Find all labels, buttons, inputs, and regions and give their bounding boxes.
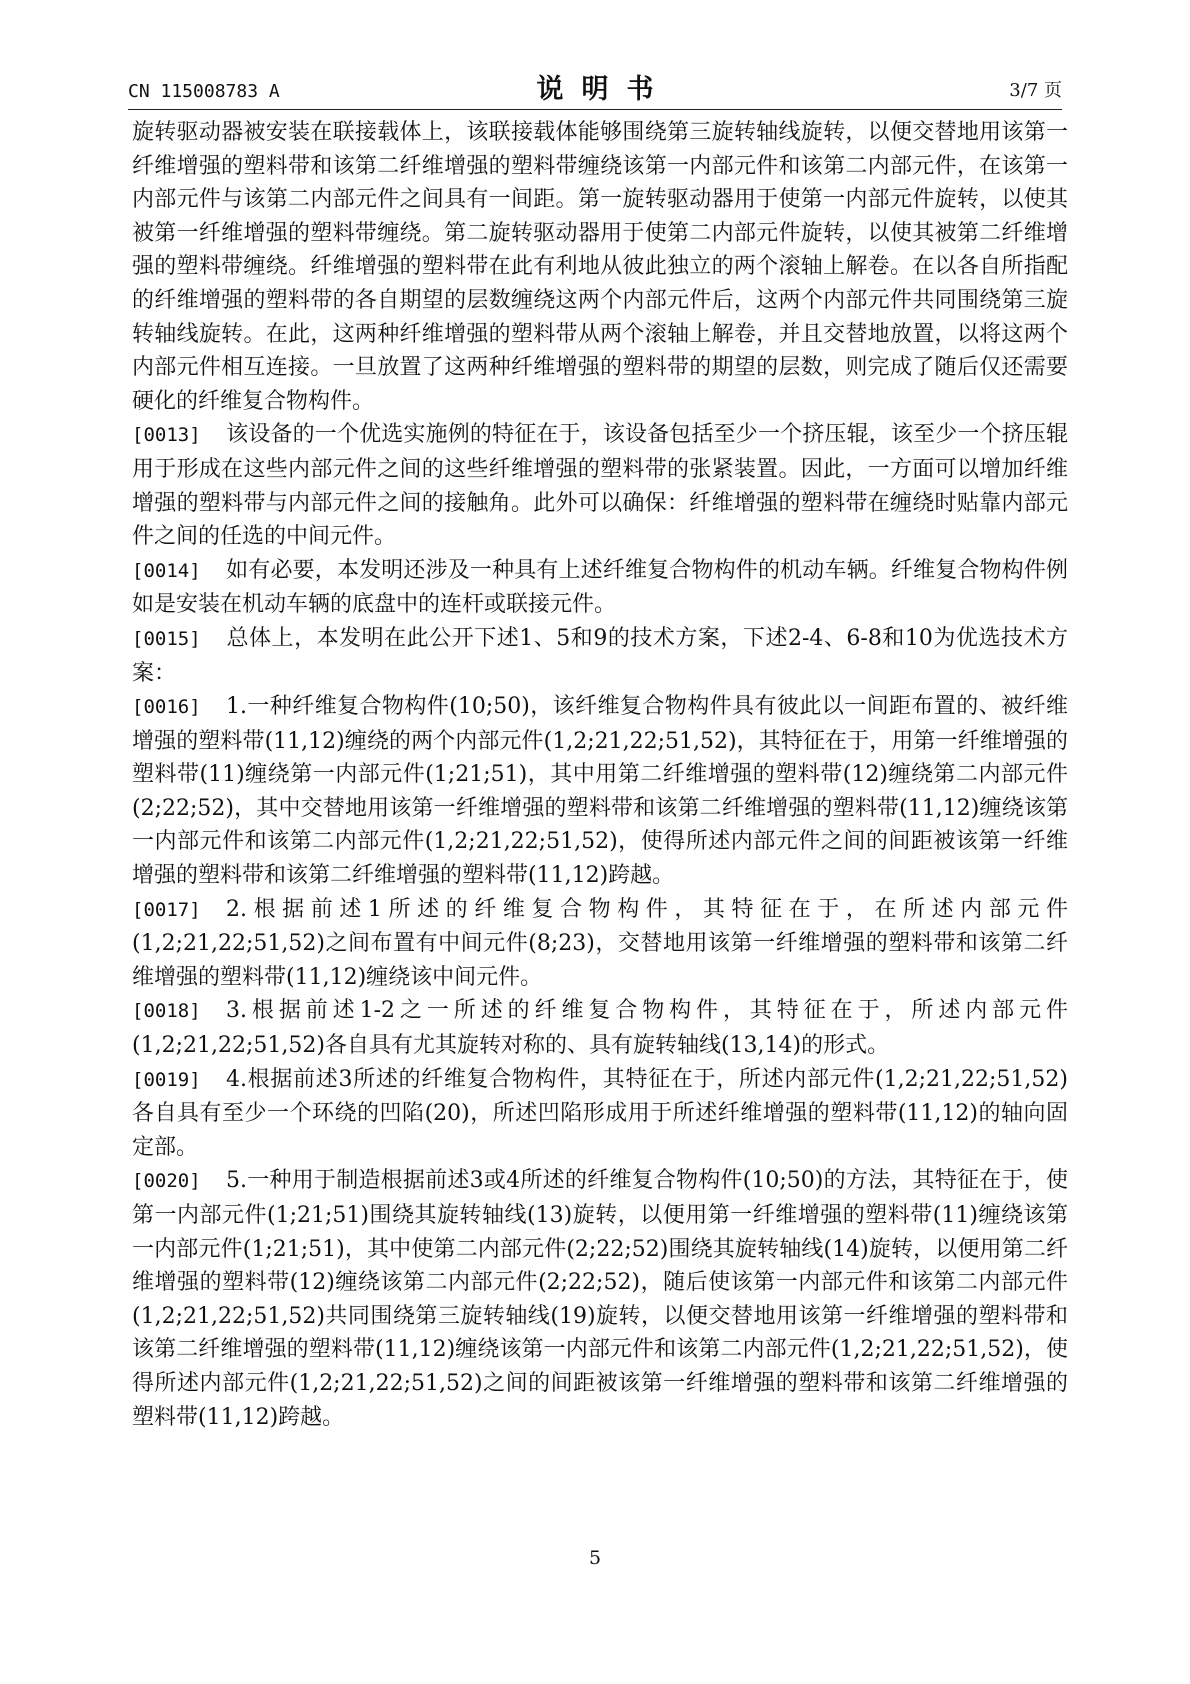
- paragraph-number: [0020]: [132, 1170, 201, 1193]
- paragraph-text: 5.一种用于制造根据前述3或4所述的纤维复合物构件(10;50)的方法，其特征在于，使第一内部元件(1;21;51)围绕其旋转轴线(13)旋转，以便用第一纤维增强的塑料带(11)缠绕该第一内部元件(1;21;51)，其中使第二内部元件(2;22;52)围绕其旋转轴线(14)旋转，以便用第二纤维增强的塑料带(12)缠绕该第二内部元件(2;22;52)，随后使该第一内部元件和该第二内部元件(1,2;21,22;51,52)共同围绕第三旋转轴线(19)旋转，以便交替地用该第一纤维增强的塑料带和该第二纤维增强的塑料带(11,12)缠绕该第一内部元件和该第二内部元件(1,2;21,22;51,52)，使得所述内部元件(1,2;21,22;51,52)之间的间距被该第一纤维增强的塑料带和该第二纤维增强的塑料带(11,12)跨越。: [132, 1168, 1068, 1430]
- paragraph-number: [0018]: [132, 1000, 201, 1023]
- paragraph-text: 4.根据前述3所述的纤维复合物构件，其特征在于，所述内部元件(1,2;21,22;51,52)各自具有至少一个环绕的凹陷(20)，所述凹陷形成用于所述纤维增强的塑料带(11,12)的轴向固定部。: [132, 1066, 1068, 1160]
- paragraph-number: [0019]: [132, 1068, 201, 1091]
- paragraph-0018: [132, 994, 1068, 1062]
- paragraph-0019: [132, 1063, 1068, 1165]
- paragraph-text: 总体上，本发明在此公开下述1、5和9的技术方案，下述2-4、6-8和10为优选技术方案：: [132, 625, 1068, 686]
- paragraph-text: 该设备的一个优选实施例的特征在于，该设备包括至少一个挤压辊，该至少一个挤压辊用于形成在这些内部元件之间的这些纤维增强的塑料带的张紧装置。因此，一方面可以增加纤维增强的塑料带与内部元件之间的接触角。此外可以确保：纤维增强的塑料带在缠绕时贴靠内部元件之间的任选的中间元件。: [132, 422, 1068, 550]
- paragraph-number: [0015]: [132, 627, 201, 650]
- paragraph-0015: [132, 622, 1068, 690]
- paragraph-0016: [132, 690, 1068, 893]
- document-title: 说明书: [536, 74, 672, 105]
- paragraph-number: [0016]: [132, 696, 201, 719]
- paragraph-text: 旋转驱动器被安装在联接载体上，该联接载体能够围绕第三旋转轴线旋转，以便交替地用该第一纤维增强的塑料带和该第二纤维增强的塑料带缠绕该第一内部元件和该第二内部元件，在该第一内部元件与该第二内部元件之间具有一间距。第一旋转驱动器用于使第一内部元件旋转，以使其被第一纤维增强的塑料带缠绕。第二旋转驱动器用于使第二内部元件旋转，以使其被第二纤维增强的塑料带缠绕。纤维增强的塑料带在此有利地从彼此独立的两个滚轴上解卷。在以各自所指配的纤维增强的塑料带的各自期望的层数缠绕这两个内部元件后，这两个内部元件共同围绕第三旋转轴线旋转。在此，这两种纤维增强的塑料带从两个滚轴上解卷，并且交替地放置，以将这两个内部元件相互连接。一旦放置了这两种纤维增强的塑料带的期望的层数，则完成了随后仅还需要硬化的纤维复合物构件。: [132, 120, 1068, 414]
- paragraph-text: 1.一种纤维复合物构件(10;50)，该纤维复合物构件具有彼此以一间距布置的、被纤维增强的塑料带(11,12)缠绕的两个内部元件(1,2;21,22;51,52)，其特征在于，用第一纤维增强的塑料带(11)缠绕第一内部元件(1;21;51)，其中用第二纤维增强的塑料带(12)缠绕第二内部元件(2;22;52)，其中交替地用该第一纤维增强的塑料带和该第二纤维增强的塑料带(11,12)缠绕该第一内部元件和该第二内部元件(1,2;21,22;51,52)，使得所述内部元件之间的间距被该第一纤维增强的塑料带和该第二纤维增强的塑料带(11,12)跨越。: [132, 694, 1068, 889]
- paragraph-text: 2.根据前述1所述的纤维复合物构件，其特征在于，在所述内部元件(1,2;21,22;51,52)之间布置有中间元件(8;23)，交替地用该第一纤维增强的塑料带和该第二纤维增强的塑料带(11,12)缠绕该中间元件。: [132, 896, 1068, 990]
- paragraph-0020: [132, 1164, 1068, 1434]
- paragraph-number: [0014]: [132, 559, 201, 582]
- publication-number: CN 115008783 A: [128, 81, 280, 102]
- paragraph-text: 如有必要，本发明还涉及一种具有上述纤维复合物构件的机动车辆。纤维复合物构件例如是安装在机动车辆的底盘中的连杆或联接元件。: [132, 557, 1068, 618]
- page-number: 5: [588, 1547, 602, 1569]
- paragraph-text: 3.根据前述1-2之一所述的纤维复合物构件，其特征在于，所述内部元件(1,2;21,22;51,52)各自具有尤其旋转对称的、具有旋转轴线(13,14)的形式。: [132, 998, 1068, 1059]
- paragraph-number: [0013]: [132, 424, 201, 447]
- paragraph-0014: [132, 554, 1068, 622]
- header-divider: [128, 109, 1062, 110]
- paragraph-0017: [132, 893, 1068, 995]
- page-header: [128, 66, 1062, 108]
- paragraph-number: [0017]: [132, 898, 201, 921]
- paragraph-0013: [132, 418, 1068, 553]
- page-indicator: 3/7 页: [1009, 80, 1062, 101]
- document-body: [132, 116, 1068, 1434]
- paragraph-continued: [132, 116, 1068, 418]
